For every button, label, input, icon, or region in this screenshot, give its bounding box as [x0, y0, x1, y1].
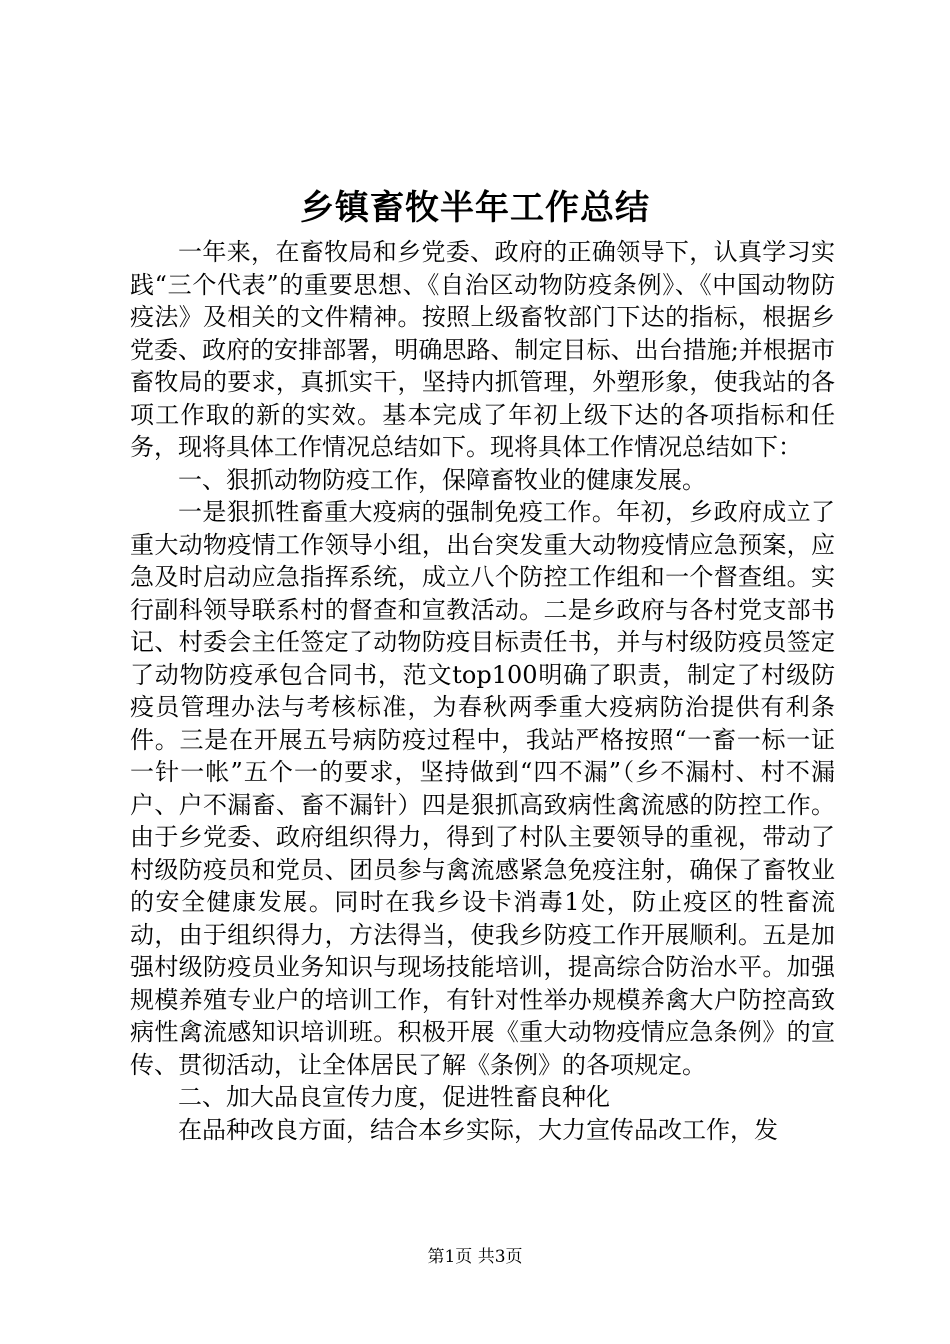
section-heading-2: 二、加大品良宣传力度，促进牲畜良种化	[178, 1083, 610, 1111]
document-title: 乡镇畜牧半年工作总结	[300, 188, 650, 228]
paragraph-intro: 一年来，在畜牧局和乡党委、政府的正确领导下，认真学习实践“三个代表”的重要思想、《自治区动物防疫条例》、《中国动物防疫法》及相关的文件精神。按照上级畜牧部门下达的指标，根据乡党委、政府的安排部署，明确思路、制定目标、出台措施;并根据市畜牧局的要求，真抓实干，坚持内抓管理，外塑形象，使我站的各项工作取的新的实效。基本完成了年初上级下达的各项指标和任务，现将具体工作情况总结如下。现将具体工作情况总结如下：	[130, 238, 835, 461]
paragraph-section-1: 一是狠抓牲畜重大疫病的强制免疫工作。年初，乡政府成立了重大动物疫情工作领导小组，出台突发重大动物疫情应急预案，应急及时启动应急指挥系统，成立八个防控工作组和一个督查组。实行副科领导联系村的督查和宣教活动。二是乡政府与各村党支部书记、村委会主任签定了动物防疫目标责任书，并与村级防疫员签定了动物防疫承包合同书，范文top100明确了职责，制定了村级防疫员管理办法与考核标准，为春秋两季重大疫病防治提供有利条件。三是在开展五号病防疫过程中，我站严格按照“一畜一标一证一针一帐”五个一的要求，坚持做到“四不漏”（乡不漏村、村不漏户、户不漏畜、畜不漏针）四是狠抓高致病性禽流感的防控工作。由于乡党委、政府组织得力，得到了村队主要领导的重视，带动了村级防疫员和党员、团员参与禽流感紧急免疫注射，确保了畜牧业的安全健康发展。同时在我乡设卡消毒1处，防止疫区的牲畜流动，由于组织得力，方法得当，使我乡防疫工作开展顺利。五是加强村级防疫员业务知识与现场技能培训，提高综合防治水平。加强规模养殖专业户的培训工作，有针对性举办规模养禽大户防控高致病性禽流感知识培训班。积极开展《重大动物疫情应急条例》的宣传、贯彻活动，让全体居民了解《条例》的各项规定。	[130, 498, 835, 1079]
section-heading-1: 一、狠抓动物防疫工作，保障畜牧业的健康发展。	[178, 465, 706, 494]
document-body	[130, 236, 835, 1146]
page-footer: 第1页 共3页	[427, 1247, 523, 1267]
paragraph-section-2: 在品种改良方面，结合本乡实际，大力宣传品改工作，发	[178, 1115, 778, 1144]
